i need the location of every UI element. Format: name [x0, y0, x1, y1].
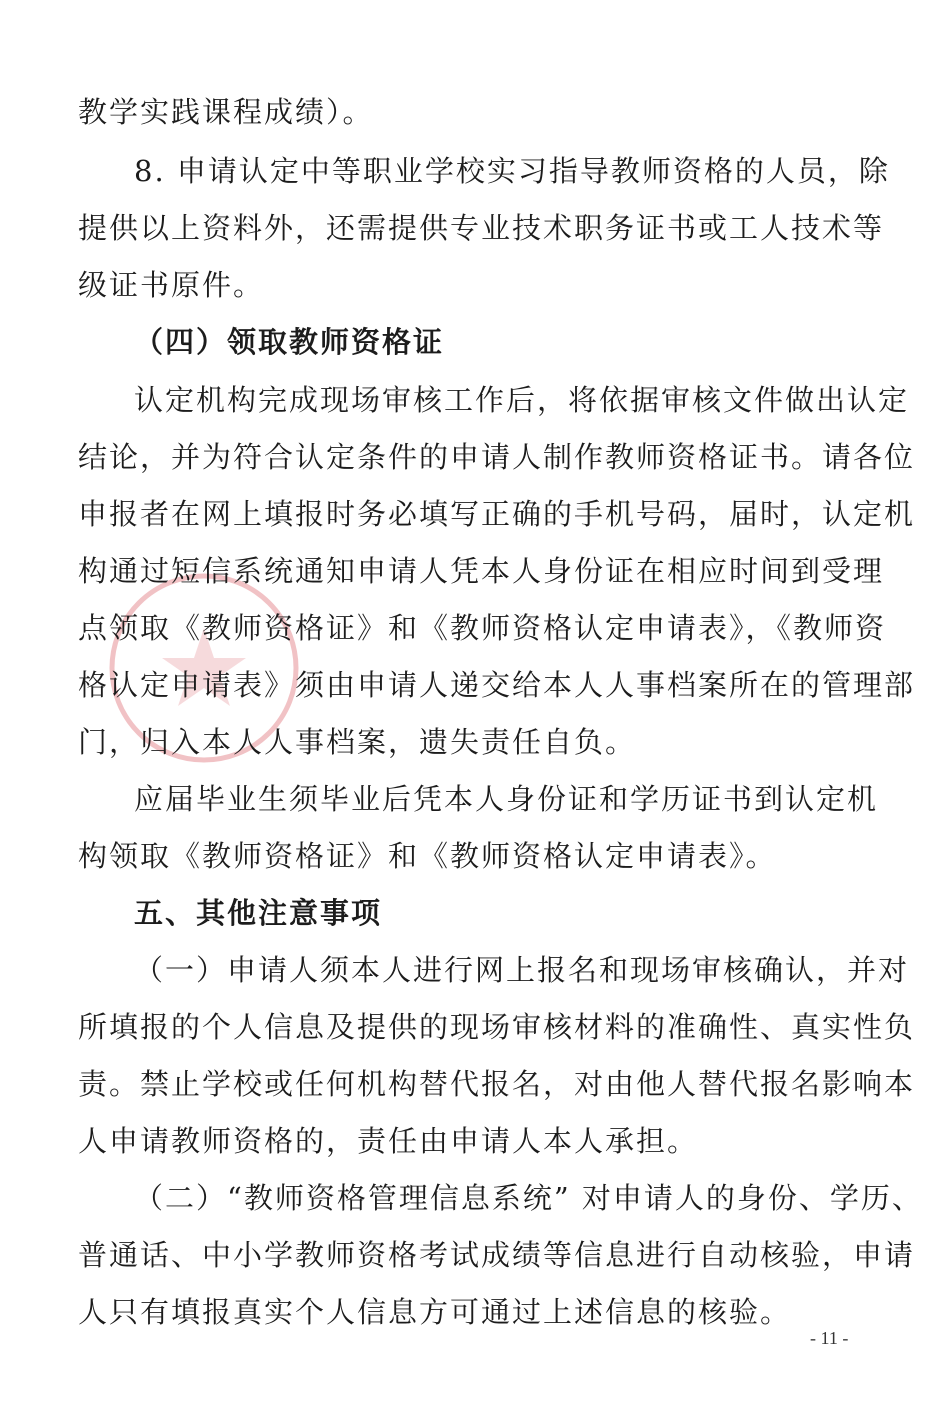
text-line: （一）申请人须本人进行网上报名和现场审核确认，并对	[134, 953, 910, 987]
text-line: 人申请教师资格的，责任由申请人本人承担。	[78, 1124, 699, 1158]
text-line: 结论，并为符合认定条件的申请人制作教师资格证书。请各位	[78, 440, 916, 474]
text-line: 责。禁止学校或任何机构替代报名，对由他人替代报名影响本	[78, 1067, 916, 1101]
text-line: 人只有填报真实个人信息方可通过上述信息的核验。	[78, 1295, 792, 1329]
text-line: 门，归入本人人事档案，遗失责任自负。	[78, 725, 637, 759]
text-line: 教学实践课程成绩）。	[78, 95, 374, 129]
page-number: - 11 -	[810, 1328, 849, 1348]
text-line: （二）“教师资格管理信息系统” 对申请人的身份、学历、	[134, 1181, 923, 1215]
text-line: 应届毕业生须毕业后凭本人身份证和学历证书到认定机	[134, 782, 879, 816]
text-line: 格认定申请表》须由申请人递交给本人人事档案所在的管理部	[78, 668, 916, 702]
text-line: 点领取《教师资格证》和《教师资格认定申请表》，《教师资	[78, 611, 887, 645]
text-line: 8. 申请认定中等职业学校实习指导教师资格的人员，除	[134, 154, 890, 188]
text-line: 认定机构完成现场审核工作后，将依据审核文件做出认定	[134, 383, 910, 417]
text-line: 普通话、中小学教师资格考试成绩等信息进行自动核验，申请	[78, 1238, 916, 1272]
section-heading: （四）领取教师资格证	[134, 325, 445, 359]
text-line: 申报者在网上填报时务必填写正确的手机号码，届时，认定机	[78, 497, 916, 531]
text-line: 构通过短信系统通知申请人凭本人身份证在相应时间到受理	[78, 554, 885, 588]
text-line: 提供以上资料外，还需提供专业技术职务证书或工人技术等	[78, 211, 885, 245]
text-line: 构领取《教师资格证》和《教师资格认定申请表》。	[78, 839, 777, 873]
text-line: 所填报的个人信息及提供的现场审核材料的准确性、真实性负	[78, 1010, 916, 1044]
text-line: 级证书原件。	[78, 268, 265, 302]
section-heading: 五、其他注意事项	[134, 896, 383, 930]
